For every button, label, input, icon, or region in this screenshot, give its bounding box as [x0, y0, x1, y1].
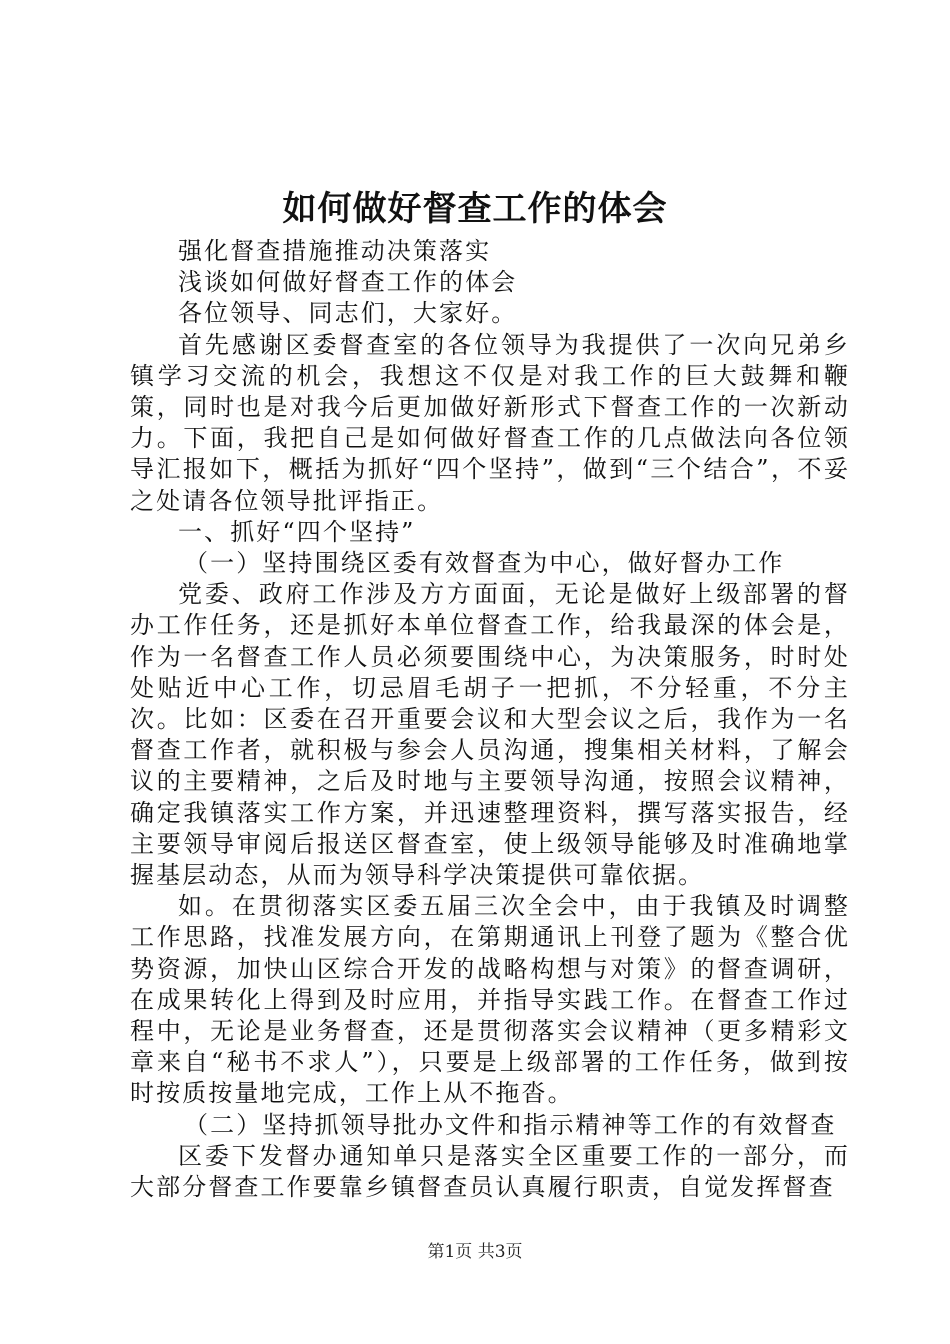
paragraph-body-1: 党委、政府工作涉及方方面面，无论是做好上级部署的督办工作任务，还是抓好本单位督查工作，给我最深的体会是，作为一名督查工作人员必须要围绕中心，为决策服务，时时处处贴近中心工作，切忌眉毛胡子一把抓，不分轻重，不分主次。比如：区委在召开重要会议和大型会议之后，我作为一名督查工作者，就积极与参会人员沟通，搜集相关材料，了解会议的主要精神，之后及时地与主要领导沟通，按照会议精神，确定我镇落实工作方案，并迅速整理资料，撰写落实报告，经主要领导审阅后报送区督查室，使上级领导能够及时准确地掌握基层动态，从而为领导科学决策提供可靠依据。 — [130, 580, 850, 890]
section-heading-1: 一、抓好“四个坚持” — [178, 517, 416, 546]
subsection-heading-2: （二）坚持抓领导批办文件和指示精神等工作的有效督查 — [184, 1110, 837, 1139]
paragraph-intro: 首先感谢区委督查室的各位领导为我提供了一次向兄弟乡镇学习交流的机会，我想这不仅是对我工作的巨大鼓舞和鞭策，同时也是对我今后更加做好新形式下督查工作的一次新动力。下面，我把自己是如何做好督查工作的几点做法向各位领导汇报如下，概括为抓好“四个坚持”，做到“三个结合”，不妥之处请各位领导批评指正。 — [130, 330, 850, 515]
paragraph-greeting: 各位领导、同志们，大家好。 — [178, 299, 518, 328]
paragraph-body-2: 如。在贯彻落实区委五届三次全会中，由于我镇及时调整工作思路，找准发展方向，在第期通讯上刊登了题为《整合优势资源，加快山区综合开发的战略构想与对策》的督查调研，在成果转化上得到及时应用，并指导实践工作。在督查工作过程中，无论是业务督查，还是贯彻落实会议精神（更多精彩文章来自“秘书不求人”），只要是上级部署的工作任务，做到按时按质按量地完成，工作上从不拖沓。 — [130, 892, 850, 1108]
document-body — [130, 236, 850, 1203]
paragraph-body-3: 区委下发督办通知单只是落实全区重要工作的一部分，而大部分督查工作要靠乡镇督查员认真履行职责，自觉发挥督查 — [130, 1141, 850, 1202]
paragraph-subtitle-2: 浅谈如何做好督查工作的体会 — [178, 268, 518, 297]
paragraph-subtitle-1: 强化督查措施推动决策落实 — [178, 237, 492, 265]
page-footer: 第1页 共3页 — [427, 1242, 523, 1262]
subsection-heading-1: （一）坚持围绕区委有效督查为中心，做好督办工作 — [184, 549, 785, 578]
document-title: 如何做好督查工作的体会 — [282, 189, 668, 229]
